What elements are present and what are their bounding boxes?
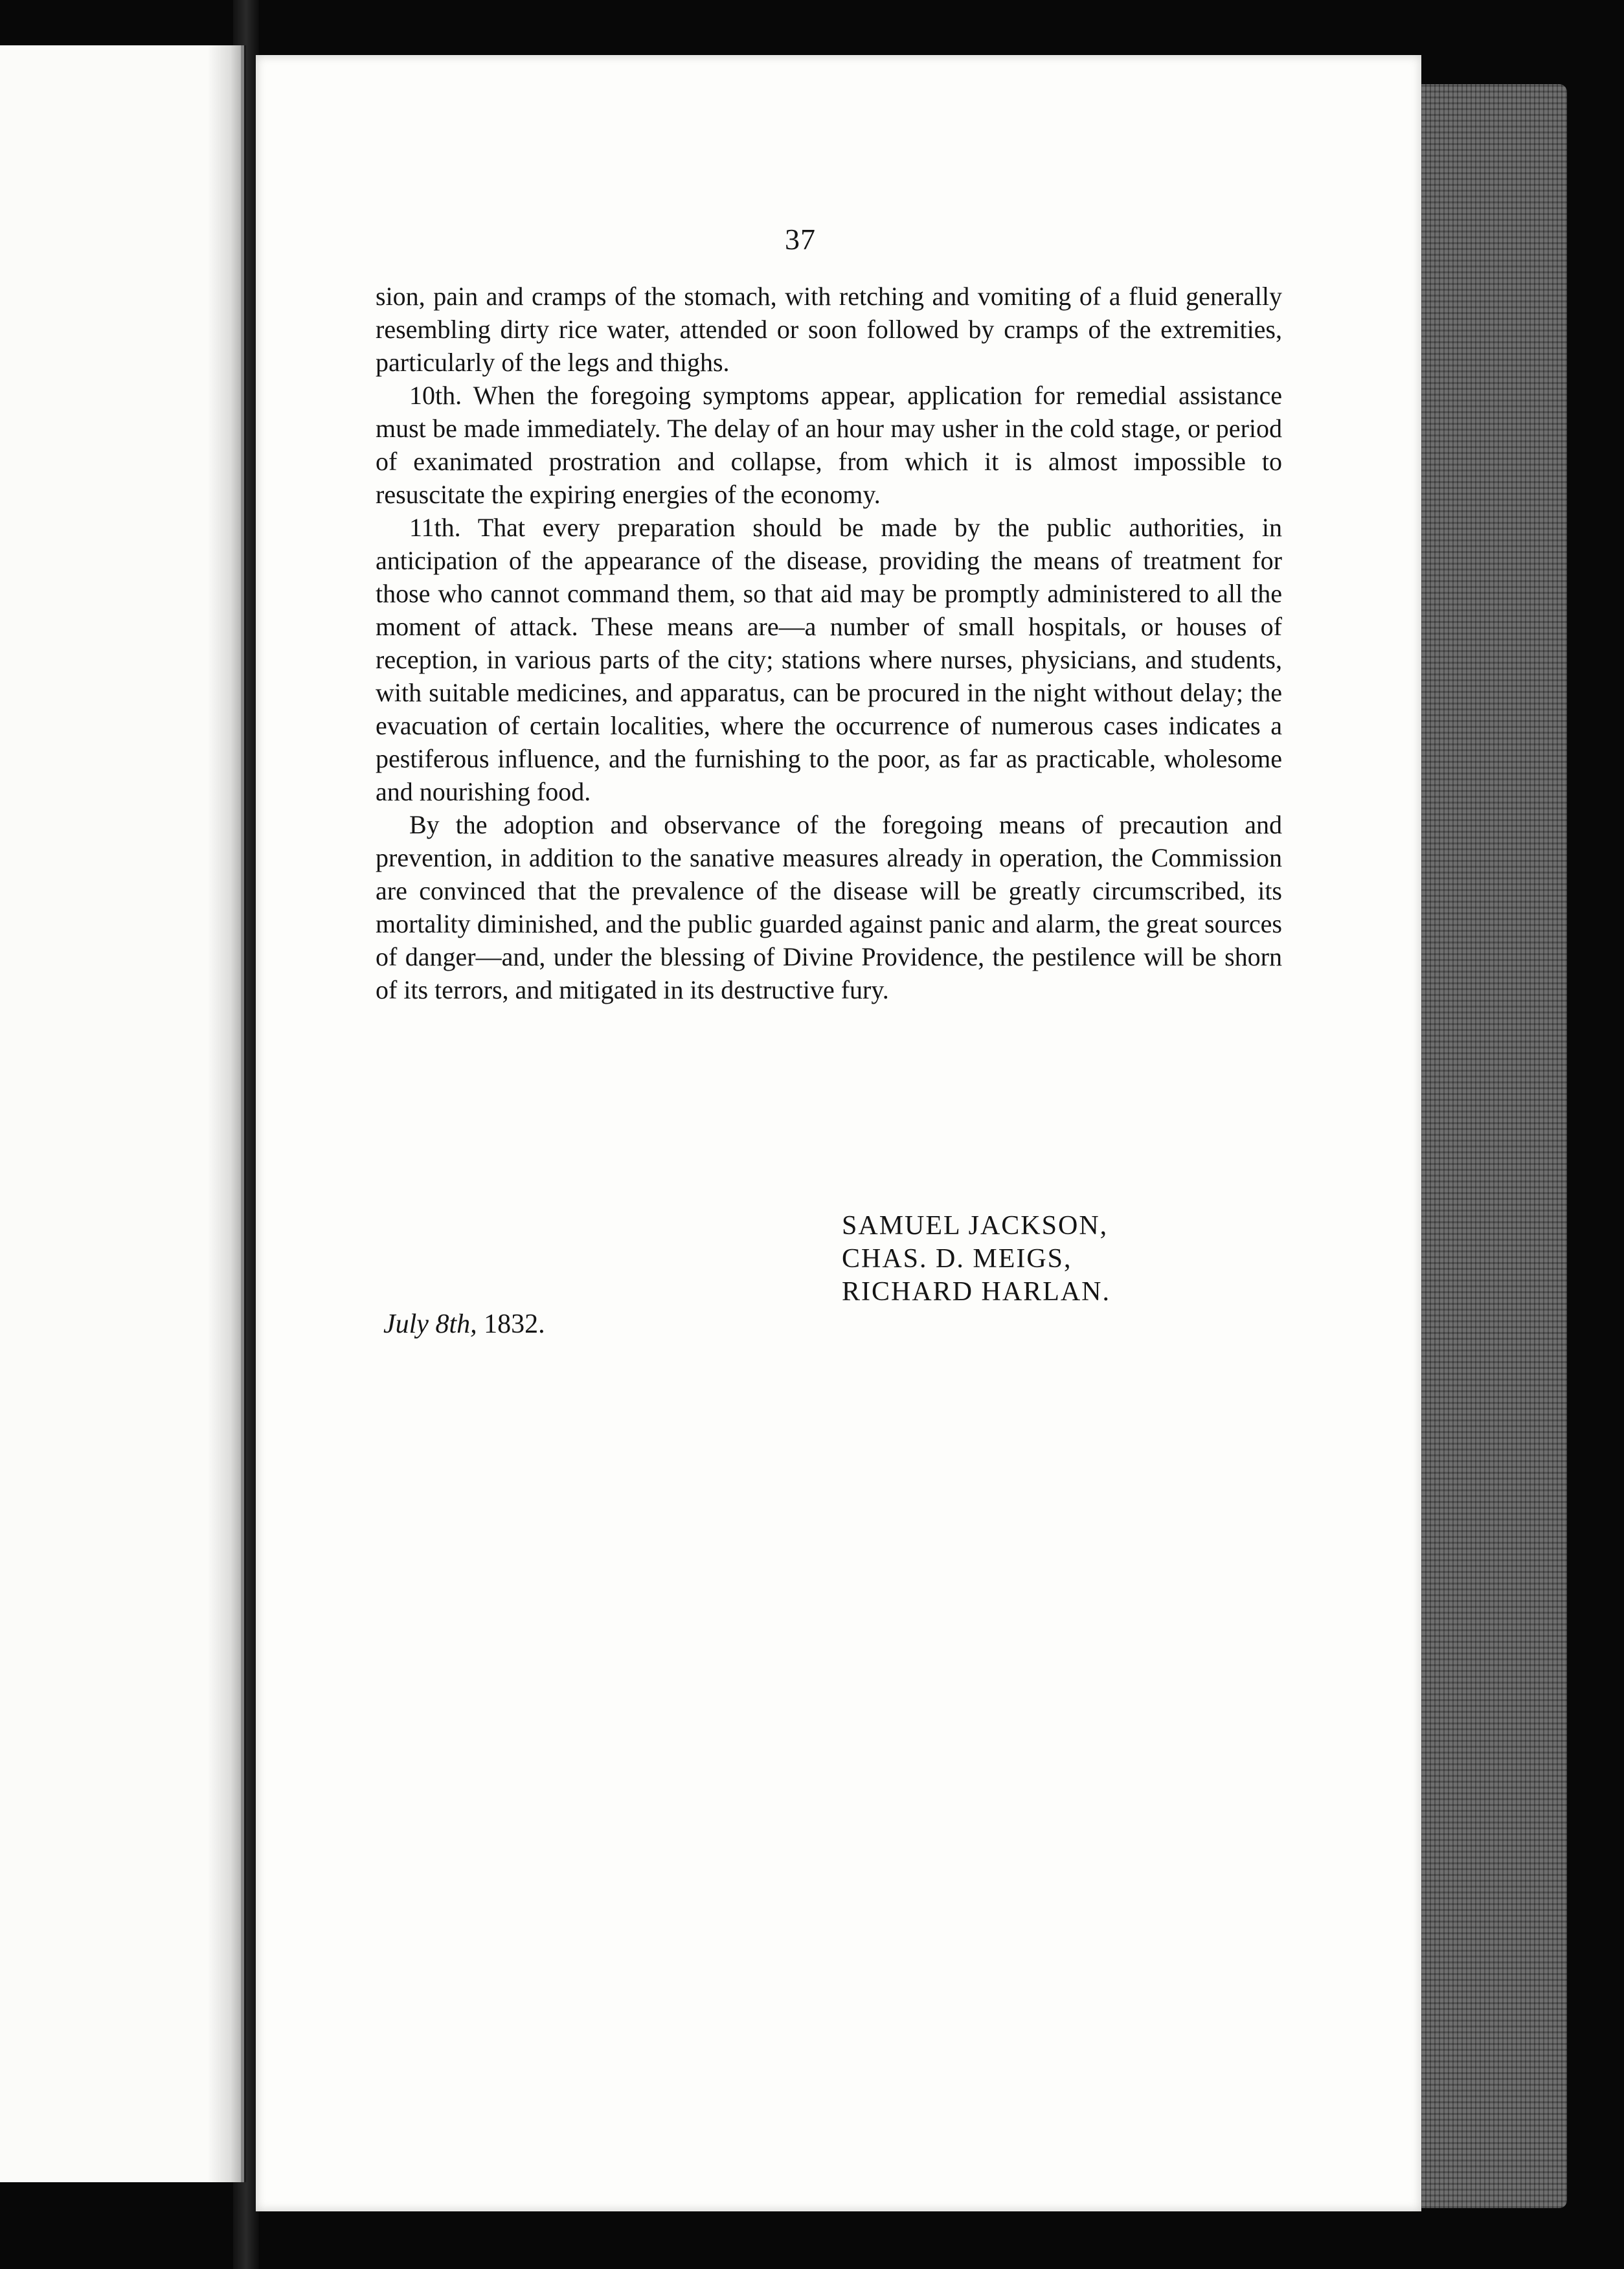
paragraph-conclusion: By the adoption and observance of the foregoing means of precaution and prevention, in addition to the sanative measures already in operation, the Commission are convinced that the prevalence of the disease will be greatly circumscribed, its mortality diminished, and the public guarded against panic and alarm, the great sources of danger—and, under the blessing of Divine Providence, the pestilence will be shorn of its terrors, and mitigated in its destructive fury. [376,810,1282,1004]
left-page-fragment [0,45,244,2182]
date-year: 1832. [484,1309,545,1339]
date-day: July 8th, [383,1309,477,1339]
signer-name: CHAS. D. MEIGS, [842,1244,1072,1274]
paragraph-10th: 10th. When the foregoing symptoms appear, application for remedial assistance must be made immediately. The delay of an hour may usher in the cold stage, or period of exanimated prostration and collapse, from which it is almost impossible to resuscitate the expiring energies of the economy. [376,381,1282,509]
signature-block [842,1210,1111,1309]
paragraph-continuation: sion, pain and cramps of the stomach, with retching and vomiting of a fluid generally resembling dirty rice water, attended or soon followed by cramps of the extremities, particularly of the legs and thighs. [376,282,1282,377]
date-line [383,1308,545,1341]
signer-name: RICHARD HARLAN. [842,1277,1111,1307]
book-cover-edge [1412,84,1567,2208]
page-number: 37 [785,223,816,256]
left-page-text-fragments [0,45,241,2182]
body-text [376,280,1282,1006]
signer-name: SAMUEL JACKSON, [842,1211,1109,1241]
paragraph-11th: 11th. That every preparation should be made by the public authorities, in anticipation of the appearance of the disease, providing the means of treatment for those who cannot command them, so that aid may be promptly administered to all the moment of attack. These means are—a number of small hospitals, or houses of reception, in various parts of the city; stations where nurses, physicians, and students, with suitable medicines, and apparatus, can be procured in the night without delay; the evacuation of certain localities, where the occurrence of numerous cases indicates a pestiferous influence, and the furnishing to the poor, as far as practicable, wholesome and nourishing food. [376,513,1282,806]
